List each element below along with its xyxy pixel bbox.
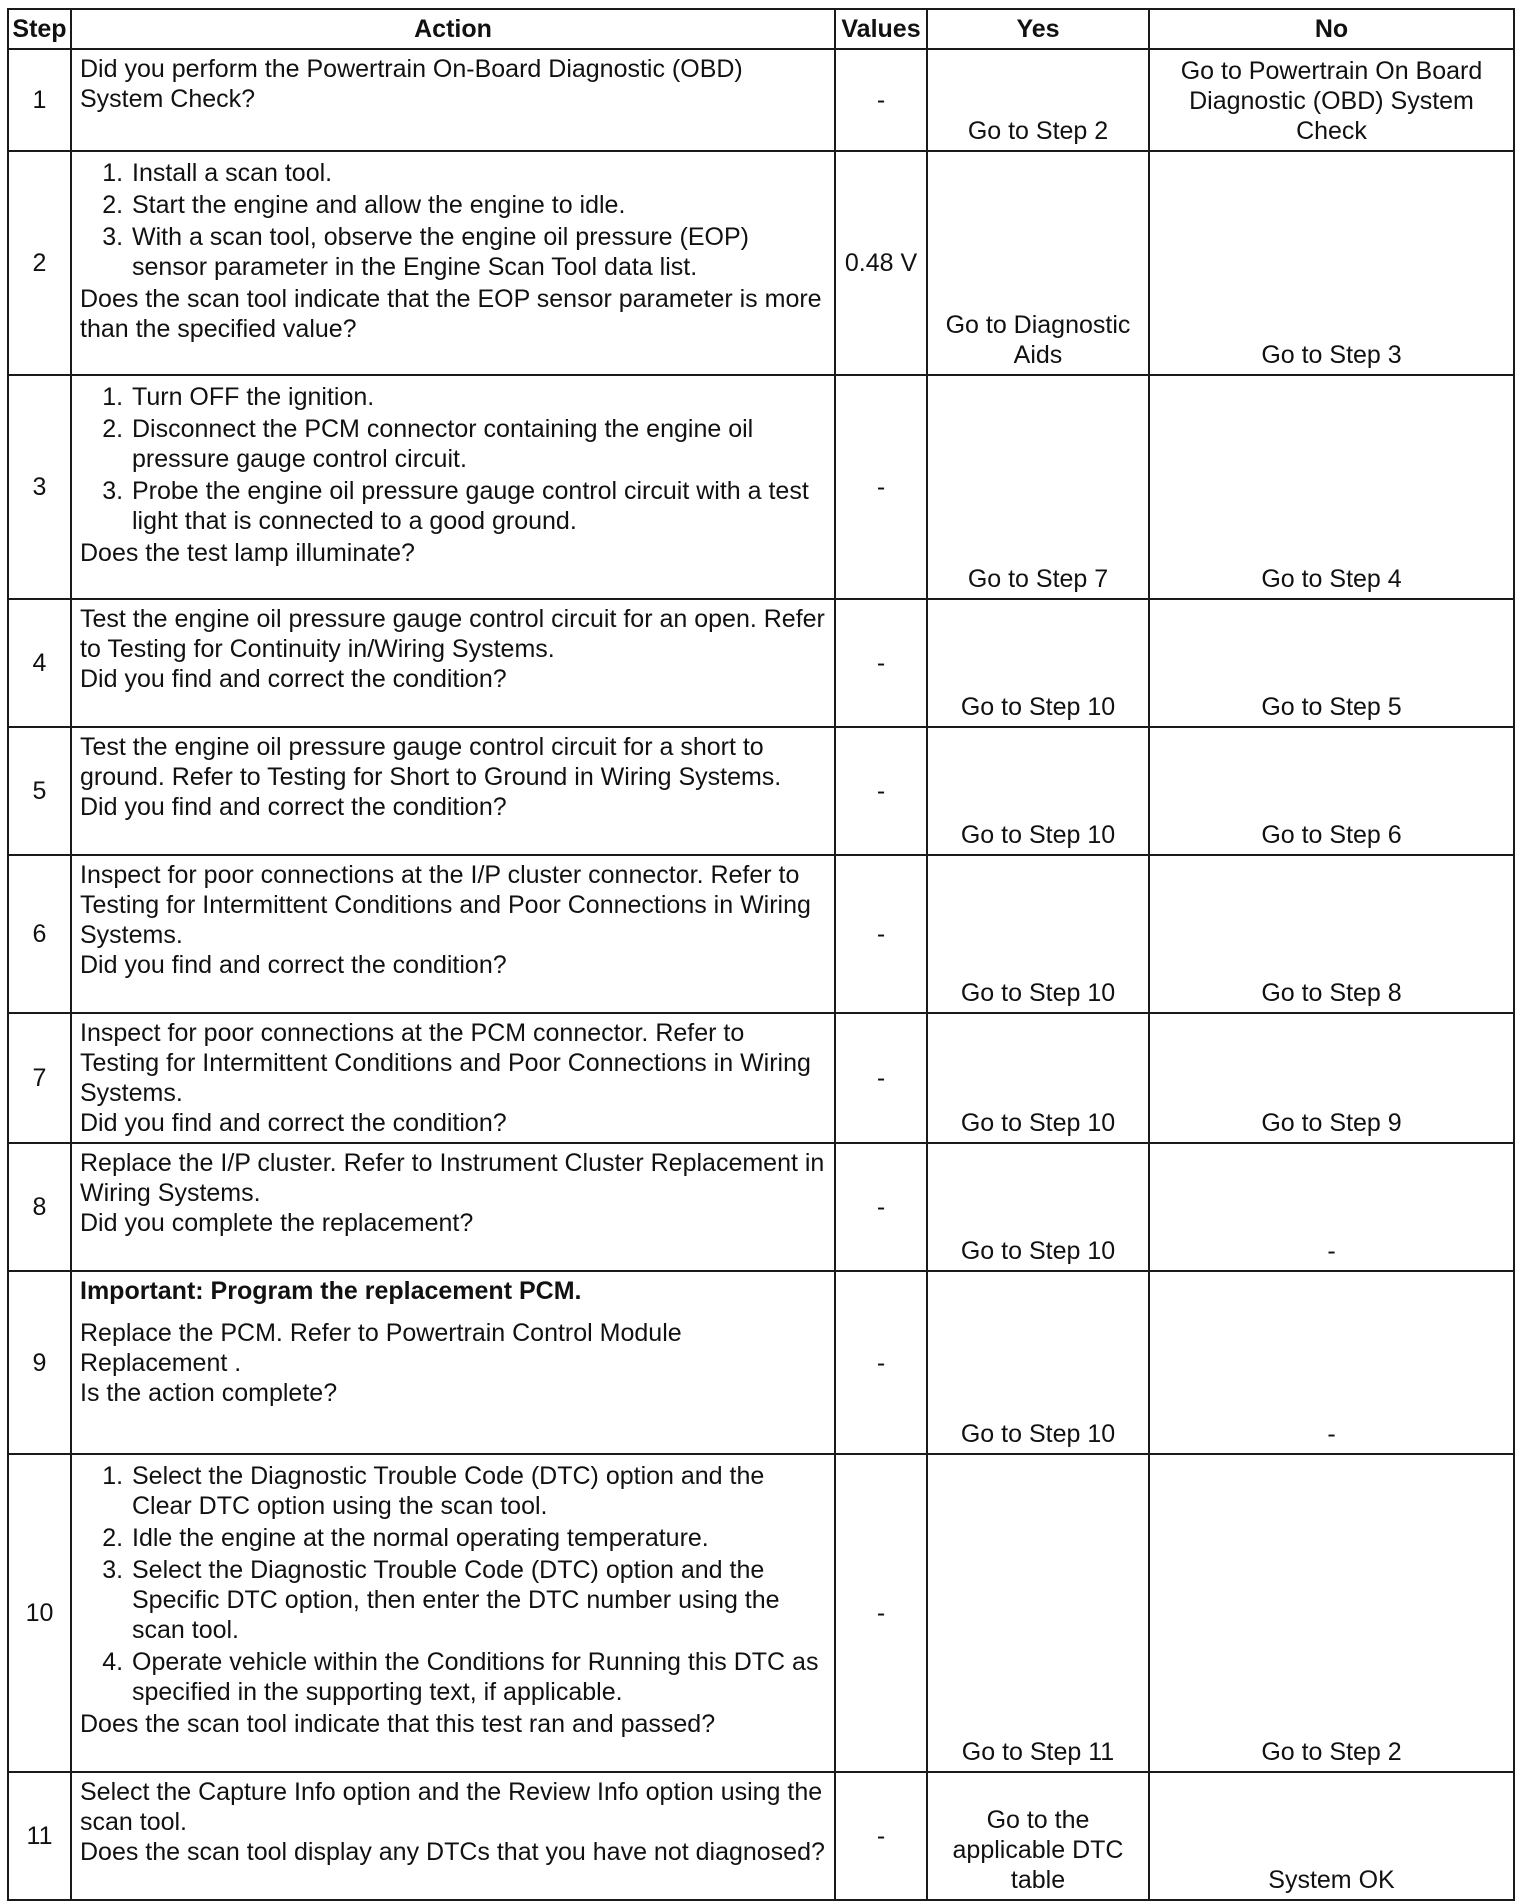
action-list xyxy=(80,1461,828,1707)
action-question: Does the scan tool indicate that the EOP sensor parameter is more than the specified value? xyxy=(80,285,822,343)
action-question: Does the scan tool indicate that this test ran and passed? xyxy=(80,1710,716,1738)
yes-cell: Go to Step 10 xyxy=(927,855,1149,1013)
table-row xyxy=(8,151,1514,375)
action-cell xyxy=(71,1454,835,1772)
yes-cell: Go to Step 7 xyxy=(927,375,1149,599)
step-number: 4 xyxy=(8,599,71,727)
action-text: Replace the I/P cluster. Refer to Instrument Cluster Replacement in Wiring Systems. xyxy=(80,1149,825,1207)
action-cell xyxy=(71,151,835,375)
no-cell: Go to Step 9 xyxy=(1149,1013,1514,1143)
action-text: Inspect for poor connections at the PCM connector. Refer to Testing for Intermittent Conditions and Poor Connections in Wiring Systems. xyxy=(80,1019,811,1107)
step-number: 10 xyxy=(8,1454,71,1772)
step-number: 9 xyxy=(8,1271,71,1454)
value-cell: - xyxy=(835,1013,927,1143)
action-list xyxy=(80,158,828,282)
value-cell: - xyxy=(835,49,927,151)
action-text: Did you perform the Powertrain On-Board Diagnostic (OBD) System Check? xyxy=(80,55,743,113)
list-item: 2. Start the engine and allow the engine to idle. xyxy=(130,190,828,220)
action-cell xyxy=(71,1772,835,1900)
no-cell: - xyxy=(1149,1271,1514,1454)
step-number: 6 xyxy=(8,855,71,1013)
action-cell xyxy=(71,1143,835,1271)
yes-cell: Go to Step 11 xyxy=(927,1454,1149,1772)
yes-cell: Go to Step 10 xyxy=(927,1271,1149,1454)
value-cell: - xyxy=(835,1143,927,1271)
no-cell: Go to Step 5 xyxy=(1149,599,1514,727)
step-number: 7 xyxy=(8,1013,71,1143)
action-question: Does the scan tool display any DTCs that you have not diagnosed? xyxy=(80,1838,825,1866)
header-values: Values xyxy=(835,9,927,49)
value-cell: - xyxy=(835,855,927,1013)
action-list xyxy=(80,382,828,536)
header-action: Action xyxy=(71,9,835,49)
list-item: 3. Probe the engine oil pressure gauge control circuit with a test light that is connected to a good ground. xyxy=(130,476,828,536)
step-number: 2 xyxy=(8,151,71,375)
no-cell: Go to Step 6 xyxy=(1149,727,1514,855)
value-cell: - xyxy=(835,727,927,855)
no-cell: - xyxy=(1149,1143,1514,1271)
action-cell xyxy=(71,727,835,855)
action-cell xyxy=(71,1013,835,1143)
yes-cell: Go to Step 10 xyxy=(927,727,1149,855)
action-cell xyxy=(71,599,835,727)
table-row xyxy=(8,855,1514,1013)
list-item: 1. Install a scan tool. xyxy=(130,158,828,188)
action-cell xyxy=(71,49,835,151)
table-row xyxy=(8,727,1514,855)
list-item: 3. Select the Diagnostic Trouble Code (DTC) option and the Specific DTC option, then enter the DTC number using the scan tool. xyxy=(130,1555,828,1645)
table-row xyxy=(8,1013,1514,1143)
header-no: No xyxy=(1149,9,1514,49)
step-number: 8 xyxy=(8,1143,71,1271)
header-step: Step xyxy=(8,9,71,49)
action-cell xyxy=(71,1271,835,1454)
value-cell: 0.48 V xyxy=(835,151,927,375)
action-text: Test the engine oil pressure gauge control circuit for an open. Refer to Testing for Continuity in/Wiring Systems. xyxy=(80,605,825,663)
yes-cell: Go to the applicable DTC table xyxy=(927,1772,1149,1900)
action-question: Did you find and correct the condition? xyxy=(80,1109,507,1137)
table-row xyxy=(8,1143,1514,1271)
diagnostic-table xyxy=(7,8,1515,1901)
no-cell: Go to Step 8 xyxy=(1149,855,1514,1013)
action-text: Test the engine oil pressure gauge control circuit for a short to ground. Refer to Testing for Short to Ground in Wiring Systems. xyxy=(80,733,782,791)
yes-cell: Go to Step 10 xyxy=(927,1013,1149,1143)
list-item: 3. With a scan tool, observe the engine oil pressure (EOP) sensor parameter in the Engine Scan Tool data list. xyxy=(130,222,828,282)
action-text: Inspect for poor connections at the I/P cluster connector. Refer to Testing for Intermittent Conditions and Poor Connections in Wiring Systems. xyxy=(80,861,811,949)
header-yes: Yes xyxy=(927,9,1149,49)
yes-cell: Go to Step 10 xyxy=(927,1143,1149,1271)
table-row xyxy=(8,49,1514,151)
step-number: 1 xyxy=(8,49,71,151)
table-row xyxy=(8,1772,1514,1900)
action-cell xyxy=(71,855,835,1013)
no-cell: Go to Step 2 xyxy=(1149,1454,1514,1772)
no-cell: Go to Powertrain On Board Diagnostic (OBD) System Check xyxy=(1149,49,1514,151)
table-row xyxy=(8,599,1514,727)
action-question: Did you find and correct the condition? xyxy=(80,665,507,693)
action-question: Did you find and correct the condition? xyxy=(80,951,507,979)
action-question: Did you complete the replacement? xyxy=(80,1209,474,1237)
action-question: Did you find and correct the condition? xyxy=(80,793,507,821)
value-cell: - xyxy=(835,1271,927,1454)
value-cell: - xyxy=(835,1454,927,1772)
step-number: 3 xyxy=(8,375,71,599)
yes-cell: Go to Diagnostic Aids xyxy=(927,151,1149,375)
table-row xyxy=(8,375,1514,599)
action-question: Does the test lamp illuminate? xyxy=(80,539,415,567)
no-cell: Go to Step 3 xyxy=(1149,151,1514,375)
step-number: 11 xyxy=(8,1772,71,1900)
value-cell: - xyxy=(835,1772,927,1900)
list-item: 1. Select the Diagnostic Trouble Code (DTC) option and the Clear DTC option using the scan tool. xyxy=(130,1461,828,1521)
list-item: 2. Disconnect the PCM connector containing the engine oil pressure gauge control circuit. xyxy=(130,414,828,474)
table-row xyxy=(8,1454,1514,1772)
yes-cell: Go to Step 10 xyxy=(927,599,1149,727)
important-note: Important: Program the replacement PCM. xyxy=(80,1277,582,1305)
list-item: 4. Operate vehicle within the Conditions for Running this DTC as specified in the supporting text, if applicable. xyxy=(130,1647,828,1707)
step-number: 5 xyxy=(8,727,71,855)
action-text: Replace the PCM. Refer to Powertrain Control Module Replacement . xyxy=(80,1319,682,1377)
action-question: Is the action complete? xyxy=(80,1379,338,1407)
table-row xyxy=(8,1271,1514,1454)
header-row xyxy=(8,9,1514,49)
list-item: 2. Idle the engine at the normal operating temperature. xyxy=(130,1523,828,1553)
action-cell xyxy=(71,375,835,599)
value-cell: - xyxy=(835,599,927,727)
yes-cell: Go to Step 2 xyxy=(927,49,1149,151)
value-cell: - xyxy=(835,375,927,599)
no-cell: Go to Step 4 xyxy=(1149,375,1514,599)
list-item: 1. Turn OFF the ignition. xyxy=(130,382,828,412)
no-cell: System OK xyxy=(1149,1772,1514,1900)
action-text: Select the Capture Info option and the Review Info option using the scan tool. xyxy=(80,1778,823,1836)
